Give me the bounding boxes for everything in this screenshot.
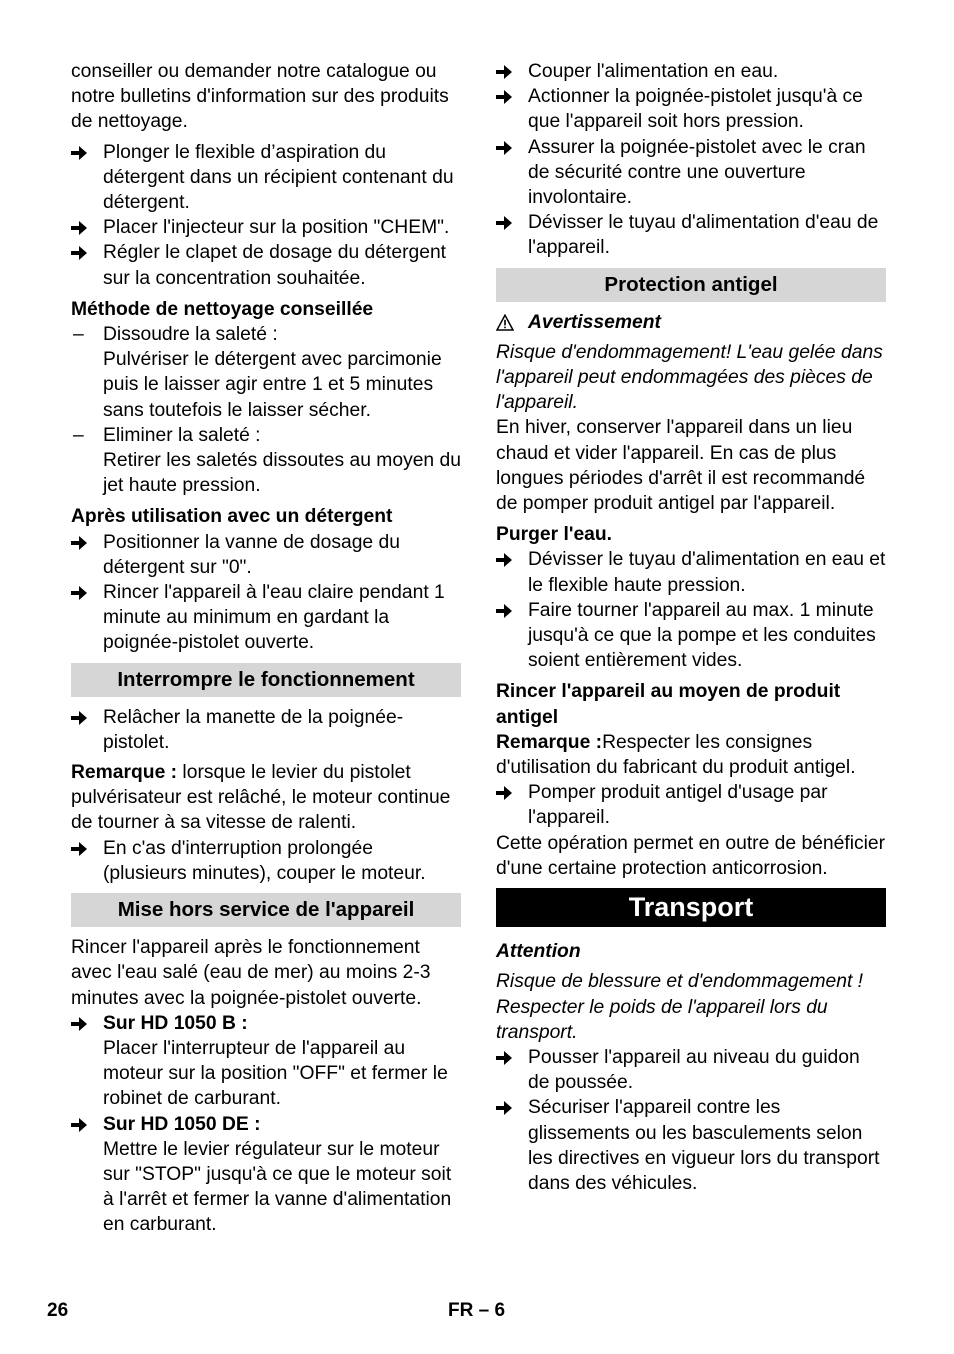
- dash-marker: –: [73, 424, 84, 446]
- arrow-right-icon: [496, 1095, 528, 1115]
- section-heading-interrompre: Interrompre le fonctionnement: [71, 663, 461, 697]
- remarque-paragraph: Remarque :Respecter les consignes d'utilisation du fabricant du produit antigel.: [496, 731, 856, 779]
- section-heading-mise-hors-service: Mise hors service de l'appareil: [71, 893, 461, 927]
- list-item: Sur HD 1050 DE :: [71, 1112, 461, 1137]
- list-item: Rincer l'appareil à l'eau claire pendant 1 minute au minimum en gardant la poignée-pistolet ouverte.: [71, 580, 461, 656]
- list-item: Couper l'alimentation en eau.: [496, 59, 886, 84]
- paragraph: Placer l'interrupteur de l'appareil au moteur sur la position "OFF" et fermer le robinet de carburant.: [103, 1037, 448, 1110]
- arrow-right-icon: [71, 836, 103, 856]
- arrow-right-icon: [496, 1045, 528, 1065]
- list-item: Régler le clapet de dosage du détergent sur la concentration souhaitée.: [71, 240, 461, 290]
- subheading-rincer-antigel: Rincer l'appareil au moyen de produit antigel: [496, 681, 841, 728]
- list-item: Plonger le flexible d’aspiration du détergent dans un récipient contenant du détergent.: [71, 140, 461, 216]
- list-item: En c'as d'interruption prolongée (plusieurs minutes), couper le moteur.: [71, 836, 461, 886]
- warning-triangle-icon: [496, 314, 528, 331]
- list-item: Dévisser le tuyau d'alimentation en eau et le flexible haute pression.: [496, 547, 886, 597]
- list-item: Pousser l'appareil au niveau du guidon de poussée.: [496, 1045, 886, 1095]
- arrow-right-icon: [496, 598, 528, 618]
- arrow-right-icon: [496, 84, 528, 104]
- list-item: Positionner la vanne de dosage du détergent sur "0".: [71, 530, 461, 580]
- chapter-heading-transport: Transport: [496, 888, 886, 927]
- arrow-right-icon: [496, 547, 528, 567]
- list-item: Sur HD 1050 B :: [71, 1011, 461, 1036]
- paragraph: En hiver, conserver l'appareil dans un lieu chaud et vider l'appareil. En cas de plus longues périodes d'arrêt il est recommandé de pomper produit antigel par l'appareil.: [496, 417, 866, 515]
- arrow-right-icon: [71, 140, 103, 160]
- arrow-right-icon: [71, 1011, 103, 1031]
- paragraph: Cette opération permet en outre de bénéficier d'une certaine protection anticorrosion.: [496, 832, 886, 879]
- list-item: Pomper produit antigel d'usage par l'appareil.: [496, 780, 886, 830]
- arrow-right-icon: [496, 135, 528, 155]
- list-item: – Eliminer la saleté :: [71, 423, 461, 448]
- warning-heading: Avertissement: [496, 310, 886, 335]
- remarque-label: Remarque :: [71, 762, 178, 784]
- list-item: Sécuriser l'appareil contre les glissements ou les basculements selon les directives en vigueur lors du transport dans des véhicules.: [496, 1095, 886, 1196]
- list-item: Dévisser le tuyau d'alimentation d'eau de l'appareil.: [496, 210, 886, 260]
- list-item: Relâcher la manette de la poignée-pistolet.: [71, 705, 461, 755]
- paragraph: Rincer l'appareil après le fonctionnement avec l'eau salé (eau de mer) au moins 2-3 minutes avec la poignée-pistolet ouverte.: [71, 937, 431, 1009]
- arrow-right-icon: [71, 240, 103, 260]
- warning-text: Risque d'endommagement! L'eau gelée dans l'appareil peut endommagées des pièces de l'appareil.: [496, 341, 883, 414]
- list-item: Faire tourner l'appareil au max. 1 minute jusqu'à ce que la pompe et les conduites soient entièrement vides.: [496, 598, 886, 674]
- list-item: – Dissoudre la saleté :: [71, 322, 461, 347]
- dash-marker: –: [73, 324, 84, 346]
- arrow-right-icon: [71, 1112, 103, 1132]
- arrow-right-icon: [71, 705, 103, 725]
- page-number: 26: [47, 1300, 69, 1321]
- section-reference: FR – 6: [448, 1300, 506, 1321]
- arrow-right-icon: [496, 210, 528, 230]
- arrow-right-icon: [496, 780, 528, 800]
- right-column: [496, 59, 886, 1196]
- list-item: Placer l'injecteur sur la position "CHEM".: [71, 215, 461, 240]
- arrow-right-icon: [71, 530, 103, 550]
- remarque-label: Remarque :: [496, 731, 603, 753]
- remarque-paragraph: Remarque : lorsque le levier du pistolet pulvérisateur est relâché, le moteur continue de tourner à sa vitesse de ralenti.: [71, 762, 451, 834]
- attention-label: Attention: [496, 941, 581, 963]
- paragraph: Mettre le levier régulateur sur le moteur sur "STOP" jusqu'à ce que le moteur soit à l'arrêt et fermer la vanne d'alimentation en carburant.: [103, 1138, 452, 1236]
- arrow-right-icon: [71, 215, 103, 235]
- section-heading-protection-antigel: Protection antigel: [496, 268, 886, 302]
- paragraph: Retirer les saletés dissoutes au moyen du jet haute pression.: [103, 450, 461, 497]
- paragraph: Pulvériser le détergent avec parcimonie puis le laisser agir entre 1 et 5 minutes sans toutefois le laisser sécher.: [103, 349, 442, 421]
- list-item: Actionner la poignée-pistolet jusqu'à ce que l'appareil soit hors pression.: [496, 84, 886, 134]
- subheading-methode: Méthode de nettoyage conseillée: [71, 298, 374, 320]
- list-item: Assurer la poignée-pistolet avec le cran de sécurité contre une ouverture involontaire.: [496, 135, 886, 211]
- arrow-right-icon: [496, 59, 528, 79]
- left-column: [71, 59, 461, 1238]
- intro-paragraph: conseiller ou demander notre catalogue ou notre bulletins d'information sur des produits de nettoyage.: [71, 61, 449, 133]
- subheading-purger: Purger l'eau.: [496, 524, 613, 546]
- subheading-apres: Après utilisation avec un détergent: [71, 506, 393, 528]
- attention-text: Risque de blessure et d'endommagement ! Respecter le poids de l'appareil lors du transport.: [496, 971, 864, 1043]
- arrow-right-icon: [71, 580, 103, 600]
